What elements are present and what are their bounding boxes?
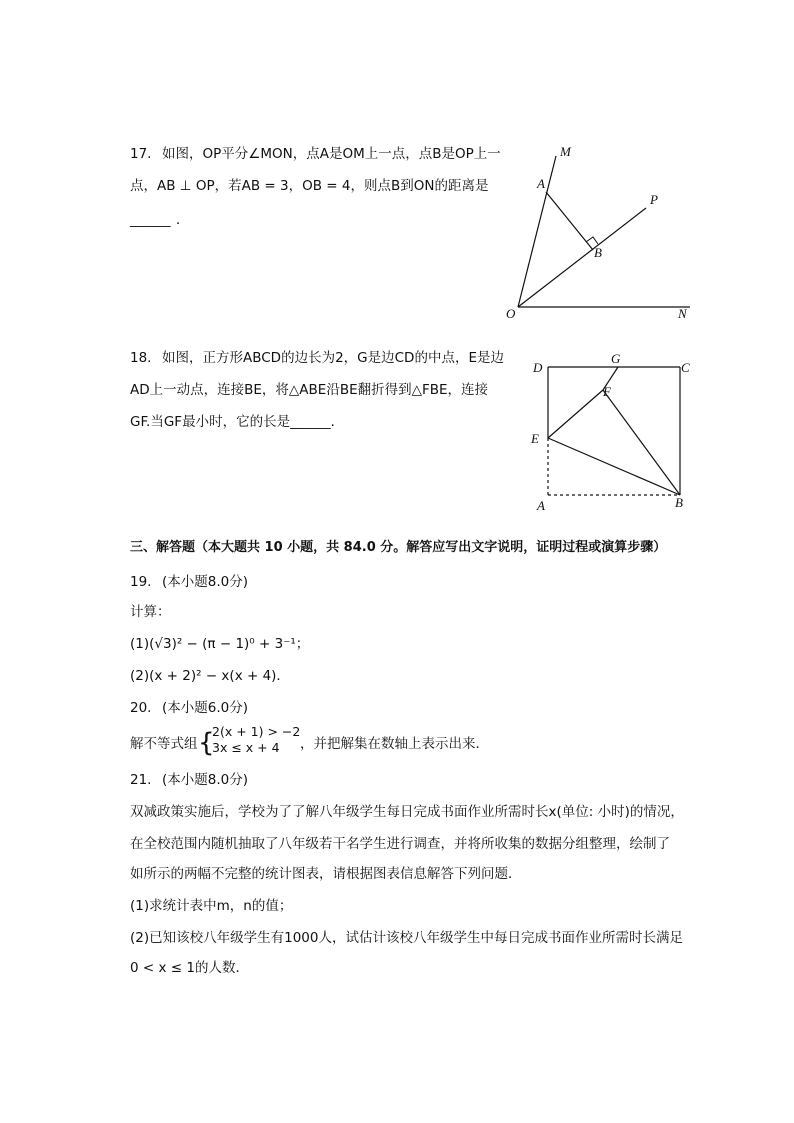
- q21-score: (本小题8.0分): [162, 772, 249, 788]
- q21-part2-line2: 0 < x ≤ 1的人数．: [130, 960, 249, 976]
- label-A: A: [537, 176, 545, 191]
- q20-inequality-2: 3x ≤ x + 4: [212, 740, 280, 755]
- section-heading: 三、解答题（本大题共 10 小题，共 84.0 分。解答应写出文字说明，证明过程或演算步骤）: [130, 540, 667, 555]
- q19-part2: (2)(x + 2)² − x(x + 4)．: [130, 668, 290, 684]
- label-B: B: [594, 245, 602, 260]
- label-B: B: [675, 495, 683, 510]
- label-F: F: [603, 384, 611, 399]
- q20-prefix: 解不等式组: [130, 736, 198, 752]
- brace-icon: {: [198, 728, 215, 758]
- q21-line2: 在全校范围内随机抽取了八年级若干名学生进行调查，并将所收集的数据分组整理，绘制了: [130, 836, 670, 852]
- label-M: M: [560, 144, 571, 159]
- q17-figure: [500, 140, 700, 330]
- q19-intro: 计算：: [130, 604, 171, 620]
- label-C: C: [681, 360, 690, 375]
- q17-text-end: ．: [176, 212, 190, 228]
- q18-number: 18.: [130, 350, 152, 366]
- label-P: P: [650, 192, 658, 207]
- q17-number: 17.: [130, 146, 152, 162]
- segment-EF: [548, 390, 603, 438]
- label-G: G: [611, 351, 621, 366]
- label-A: A: [537, 498, 545, 513]
- segment-FB: [603, 390, 680, 495]
- label-O: O: [506, 306, 516, 321]
- q19-number: 19.: [130, 574, 152, 590]
- q21-number: 21.: [130, 772, 152, 788]
- q18-text-line2: AD上一动点，连接BE，将△ABE沿BE翻折得到△FBE，连接: [130, 382, 489, 398]
- q20-score: (本小题6.0分): [162, 700, 249, 716]
- q21-part2-line1: (2)已知该校八年级学生有1000人，试估计该校八年级学生中每日完成书面作业所需时长满足: [130, 930, 683, 946]
- q19-part1: (1)(√3)² − (π − 1)⁰ + 3⁻¹；: [130, 636, 310, 652]
- q21-line1: 双减政策实施后，学校为了了解八年级学生每日完成书面作业所需时长x(单位: 小时)的情况，: [130, 804, 684, 820]
- label-E: E: [531, 431, 539, 446]
- q20-inequality-1: 2(x + 1) > −2: [212, 724, 301, 739]
- q20-suffix: ，并把解集在数轴上表示出来．: [300, 736, 489, 752]
- q18-text-line1: 如图，正方形ABCD的边长为2，G是边CD的中点，E是边: [162, 350, 504, 366]
- segment-AB: [546, 192, 593, 250]
- q18-figure: [525, 350, 700, 515]
- q21-part1: (1)求统计表中m，n的值；: [130, 898, 293, 914]
- q20-number: 20.: [130, 700, 152, 716]
- label-N: N: [678, 306, 687, 321]
- ray-OP: [518, 208, 646, 307]
- segment-EB: [548, 438, 680, 495]
- q17-text-line1: 如图，OP平分∠MON，点A是OM上一点，点B是OP上一: [162, 146, 501, 162]
- q18-text-line3: GF.当GF最小时，它的长是______．: [130, 414, 345, 430]
- label-D: D: [533, 360, 543, 375]
- q21-line3: 如所示的两幅不完整的统计图表，请根据图表信息解答下列问题．: [130, 866, 522, 882]
- q17-answer-blank: ______: [130, 212, 171, 228]
- q19-score: (本小题8.0分): [162, 574, 249, 590]
- q17-text-line2: 点，AB ⊥ OP，若AB = 3，OB = 4，则点B到ON的距离是: [130, 178, 489, 194]
